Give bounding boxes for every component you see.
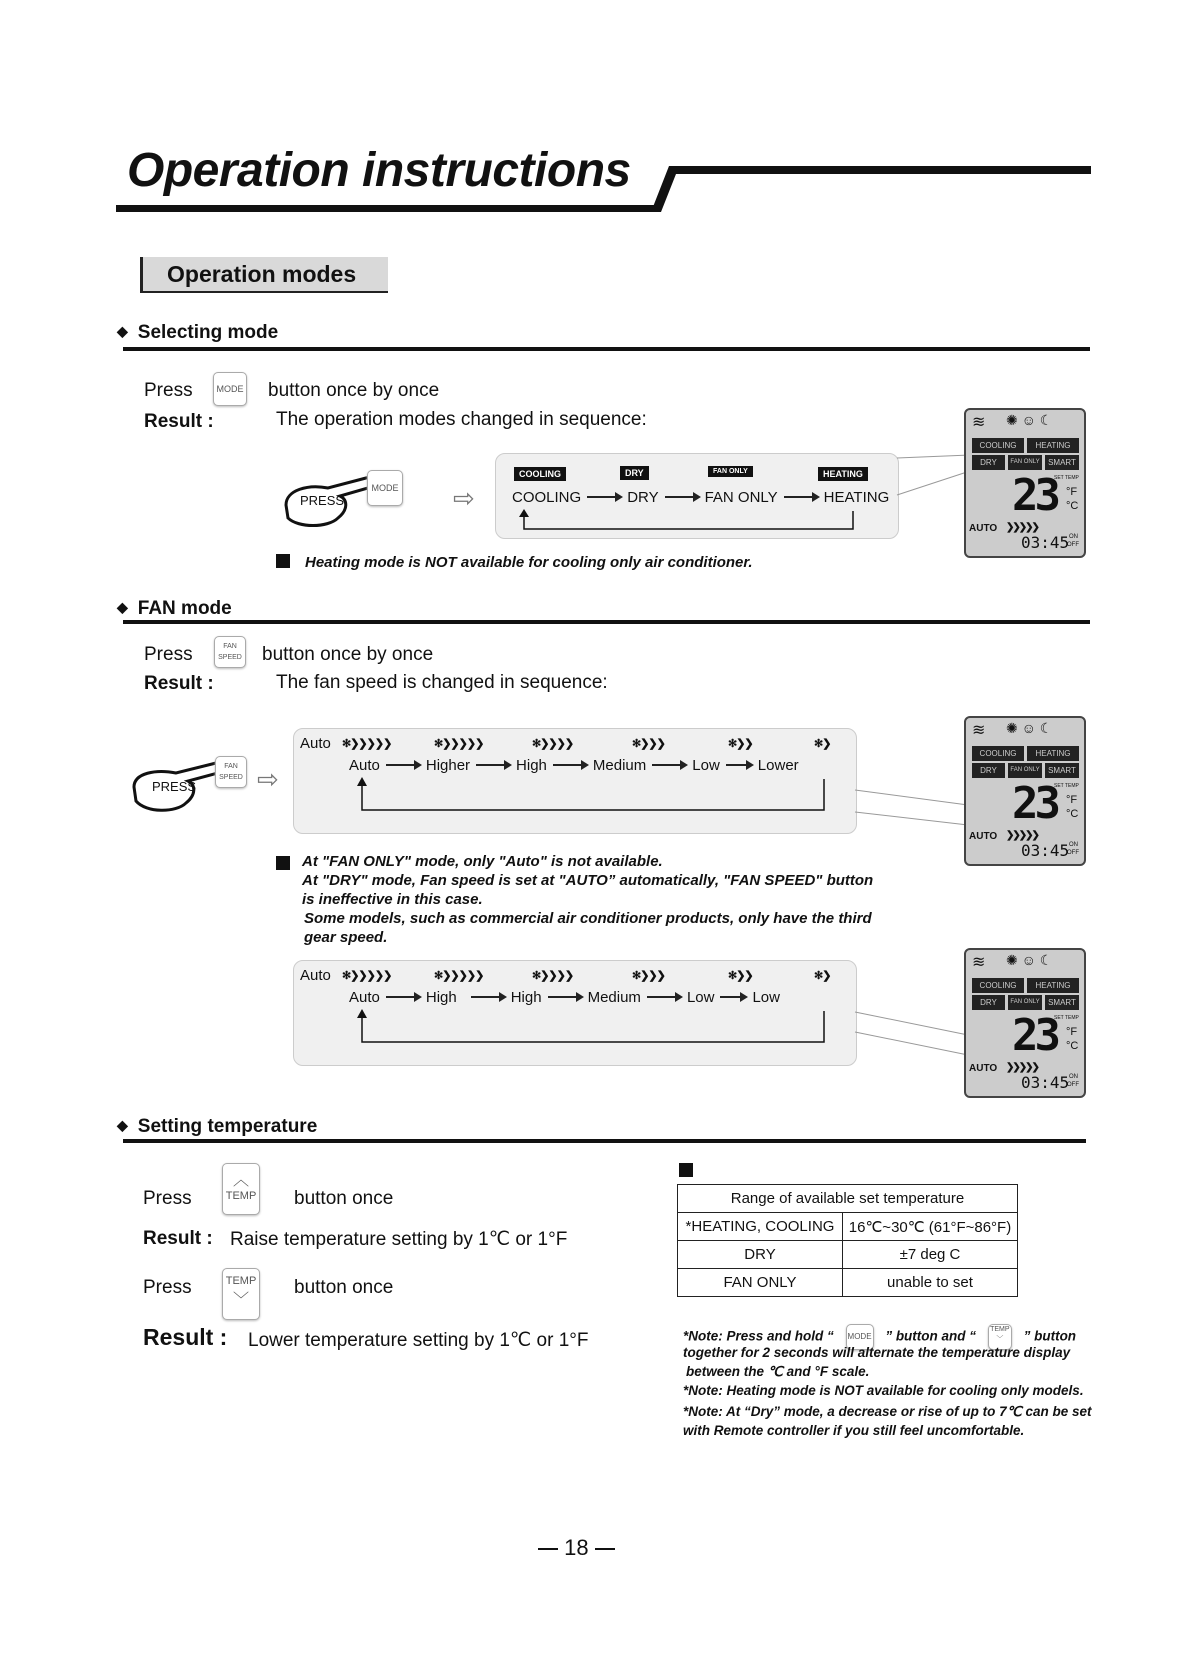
temp-press-1: Press [143,1188,192,1209]
lcd-tag-fan-only: FAN ONLY [1008,995,1042,1010]
mode-symbols-icon: ✺ ☺ ☾ [1006,952,1053,968]
footnote-1e: between the ℃ and °F scale. [686,1364,870,1379]
fan2-icon-4: ✻❯❯❯ [632,970,665,982]
lcd-tag-heating: HEATING [1027,746,1079,761]
fan-press-label: Press [144,644,193,665]
mode-sequence [512,489,889,506]
fan-speed-sequence-2 [349,989,780,1006]
wifi-icon: ≋ [972,414,986,431]
speed2-2: High [425,989,457,1006]
speed-lower: Lower [757,757,799,774]
page-number-value: 18 [564,1535,589,1560]
lcd-fan-bars: ❯❯❯❯❯ [1006,1062,1038,1073]
fan-result-label: Result : [144,673,214,694]
lcd-temperature: 23 [1012,778,1057,829]
fan-note-icon [276,856,290,870]
page-title: Operation instructions [127,144,631,197]
lcd-temperature: 23 [1012,470,1057,521]
wifi-icon: ≋ [972,954,986,971]
lcd-fan-bars: ❯❯❯❯❯ [1006,522,1038,533]
lcd-tag-dry: DRY [972,455,1005,470]
mode-tag-cooling: COOLING [514,467,566,481]
fan-auto-label-2: Auto [300,967,331,984]
table-header: Range of available set temperature [678,1185,1018,1213]
fan2-icon-6: ✻❯ [814,970,831,982]
table-cell: unable to set [843,1269,1018,1297]
temperature-range-table [677,1184,1018,1297]
remote-lcd-3 [964,948,1086,1098]
mode-loop-line [516,509,856,534]
lcd-tag-fan-only: FAN ONLY [1008,455,1042,470]
footnote-1c: ” button [1023,1328,1077,1344]
speed-medium: Medium [592,757,647,774]
lcd-unit-f: °F [1066,486,1078,498]
lcd-off: OFF [1067,850,1079,856]
speed2-4: Medium [587,989,641,1006]
fan-mode-heading: ◆ FAN mode [117,598,232,620]
table-cell: DRY [678,1241,843,1269]
fan-note-3: is ineffective in this case. [302,891,483,908]
mode-button[interactable]: MODE [213,372,247,406]
fan-sequence-panel-1 [293,728,857,834]
chevron-down-icon: ﹀ [232,1292,249,1309]
speed2-5: Low [686,989,715,1006]
mode-tag-fan-only: FAN ONLY [708,466,753,477]
speed-higher: Higher [425,757,471,774]
chevron-up-icon: ︿ [232,1172,249,1189]
mode-fan-only: FAN ONLY [704,489,778,506]
setting-temperature-rule [123,1139,1086,1143]
wifi-icon: ≋ [972,722,986,739]
lcd-set-temp: SET TEMP [1054,1015,1079,1021]
fan2-icon-5: ✻❯❯ [728,970,753,982]
lcd-tag-dry: DRY [972,763,1005,778]
press-tail: button once by once [268,380,440,401]
page-number [538,1535,615,1561]
speed2-6: Low [752,989,780,1006]
note-icon [276,554,290,568]
lcd-tag-smart: SMART [1045,763,1079,778]
fan-icon-low: ✻❯❯ [728,738,753,750]
footnote-3b: with Remote controller if you still feel uncomfortable. [683,1423,1025,1438]
lcd-tag-cooling: COOLING [972,978,1024,993]
lcd-tag-smart: SMART [1045,455,1079,470]
temp-down-label: TEMP [225,1275,257,1287]
fan-auto-label-1: Auto [300,735,331,752]
lcd-tag-smart: SMART [1045,995,1079,1010]
fan-notes [302,852,922,947]
footnote-2: *Note: Heating mode is NOT available for cooling only models. [683,1383,1084,1398]
lcd-unit-c: °C [1066,808,1079,820]
lcd-time: 03:45 [1021,533,1070,552]
fan-icon-auto: ✻❯❯❯❯❯ [342,738,392,750]
lcd-unit-c: °C [1066,500,1079,512]
lcd-auto: AUTO [969,523,998,534]
speed2-1: Auto [349,989,380,1006]
mode-cooling: COOLING [512,489,582,506]
lcd-on: ON [1069,534,1078,540]
speed-auto: Auto [349,757,380,774]
result-text: The operation modes changed in sequence: [276,409,647,430]
fan-note-5: gear speed. [304,929,388,946]
lcd-tag-dry: DRY [972,995,1005,1010]
fan-icon-higher: ✻❯❯❯❯❯ [434,738,484,750]
footnote-1a: *Note: Press and hold “ [683,1328,834,1344]
arrow-right-icon: ⇨ [453,483,475,513]
fan-mode-rule [123,620,1090,624]
temp-up-button[interactable] [222,1163,260,1215]
temp-result-1-label: Result : [143,1228,213,1249]
fan-speed-sequence-1 [349,757,799,774]
lcd-set-temp: SET TEMP [1054,783,1079,789]
temp-result-1-text: Raise temperature setting by 1℃ or 1°F [230,1229,568,1250]
lcd-set-temp: SET TEMP [1054,475,1079,481]
table-cell: 16℃~30℃ (61°F~86°F) [843,1213,1018,1241]
fan-press-tail: button once by once [262,644,434,665]
table-cell: *HEATING, COOLING [678,1213,843,1241]
lcd-unit-f: °F [1066,794,1078,806]
lcd-fan-bars: ❯❯❯❯❯ [1006,830,1038,841]
lcd-time: 03:45 [1021,841,1070,860]
lcd-tag-cooling: COOLING [972,746,1024,761]
lcd-tag-cooling: COOLING [972,438,1024,453]
table-cell: FAN ONLY [678,1269,843,1297]
lcd-on: ON [1069,1074,1078,1080]
fan-sequence-panel-2 [293,960,857,1066]
speed-low: Low [692,757,720,774]
section-title-box [140,257,388,293]
speed2-3: High [510,989,542,1006]
mode-button-hand[interactable]: MODE [367,470,403,506]
mode-heating: HEATING [823,489,890,506]
fan-icon-medium: ✻❯❯❯ [632,738,665,750]
fan-loop-line-2 [354,1009,834,1049]
footnote-3a: *Note: At “Dry” mode, a decrease or rise of up to 7℃ can be set [683,1404,1092,1419]
lcd-on: ON [1069,842,1078,848]
fan-note-2: At "DRY" mode, Fan speed is set at "AUTO” automatically, "FAN SPEED" button [302,872,874,889]
footnote-temp-button: TEMP ﹀ [988,1324,1012,1350]
mode-sequence-panel [495,453,899,539]
fan2-icon-1: ✻❯❯❯❯❯ [342,970,392,982]
fan-speed-button-hand[interactable]: FAN SPEED [215,756,247,788]
footnote-1d: together for 2 seconds will alternate the temperature display [683,1345,1071,1360]
fan-icon-high: ✻❯❯❯❯ [532,738,574,750]
table-note-icon [679,1163,693,1177]
fan-speed-button[interactable]: FAN SPEED [214,636,246,668]
temp-press-1-tail: button once [294,1188,394,1209]
result-label: Result : [144,411,214,432]
callout-lines-3 [853,1000,973,1060]
lcd-auto: AUTO [969,1063,998,1074]
fan-icon-lower: ✻❯ [814,738,831,750]
mode-symbols-icon: ✺ ☺ ☾ [1006,720,1053,736]
mode-symbols-icon: ✺ ☺ ☾ [1006,412,1053,428]
lcd-unit-c: °C [1066,1040,1079,1052]
lcd-unit-f: °F [1066,1026,1078,1038]
temp-press-2: Press [143,1277,192,1298]
mode-tag-dry: DRY [620,466,649,480]
remote-lcd-2 [964,716,1086,866]
remote-lcd-1 [964,408,1086,558]
setting-temperature-heading: ◆ Setting temperature [117,1116,317,1138]
lcd-tag-heating: HEATING [1027,438,1079,453]
arrow-right-icon-2: ⇨ [257,764,279,794]
mode-tag-heating: HEATING [818,467,868,481]
callout-lines-1 [895,453,975,503]
heating-note: Heating mode is NOT available for cooling only air conditioner. [305,554,753,571]
lcd-tag-fan-only: FAN ONLY [1008,763,1042,778]
table-cell: ±7 deg C [843,1241,1018,1269]
mode-dry: DRY [627,489,659,506]
callout-lines-2 [853,750,973,830]
press-label: Press [144,380,193,401]
title-rule [116,160,1091,214]
lcd-time: 03:45 [1021,1073,1070,1092]
fan2-icon-2: ✻❯❯❯❯❯ [434,970,484,982]
footnote-mode-button: MODE [846,1324,874,1350]
temp-result-2-label: Result : [143,1324,228,1350]
lcd-auto: AUTO [969,831,998,842]
speed-high: High [516,757,547,774]
temp-press-2-tail: button once [294,1277,394,1298]
fan-result-text: The fan speed is changed in sequence: [276,672,608,693]
fan-press-hand-label: PRESS [152,779,197,794]
lcd-temperature: 23 [1012,1010,1057,1061]
section-title: Operation modes [167,261,357,287]
fan-note-4: Some models, such as commercial air conditioner products, only have the third [304,910,872,927]
footnote-1b: ” button and “ [885,1328,977,1344]
lcd-tag-heating: HEATING [1027,978,1079,993]
temp-down-button[interactable] [222,1268,260,1320]
fan-loop-line-1 [354,777,834,817]
fan-note-1: At "FAN ONLY" mode, only "Auto" is not available. [302,853,663,870]
fan2-icon-3: ✻❯❯❯❯ [532,970,574,982]
selecting-mode-rule [123,347,1090,351]
temp-result-2-text: Lower temperature setting by 1℃ or 1°F [248,1330,589,1351]
lcd-off: OFF [1067,542,1079,548]
press-hand-label: PRESS [300,493,345,508]
selecting-mode-heading: ◆ Selecting mode [117,322,278,344]
temp-up-label: TEMP [225,1190,257,1202]
lcd-off: OFF [1067,1082,1079,1088]
